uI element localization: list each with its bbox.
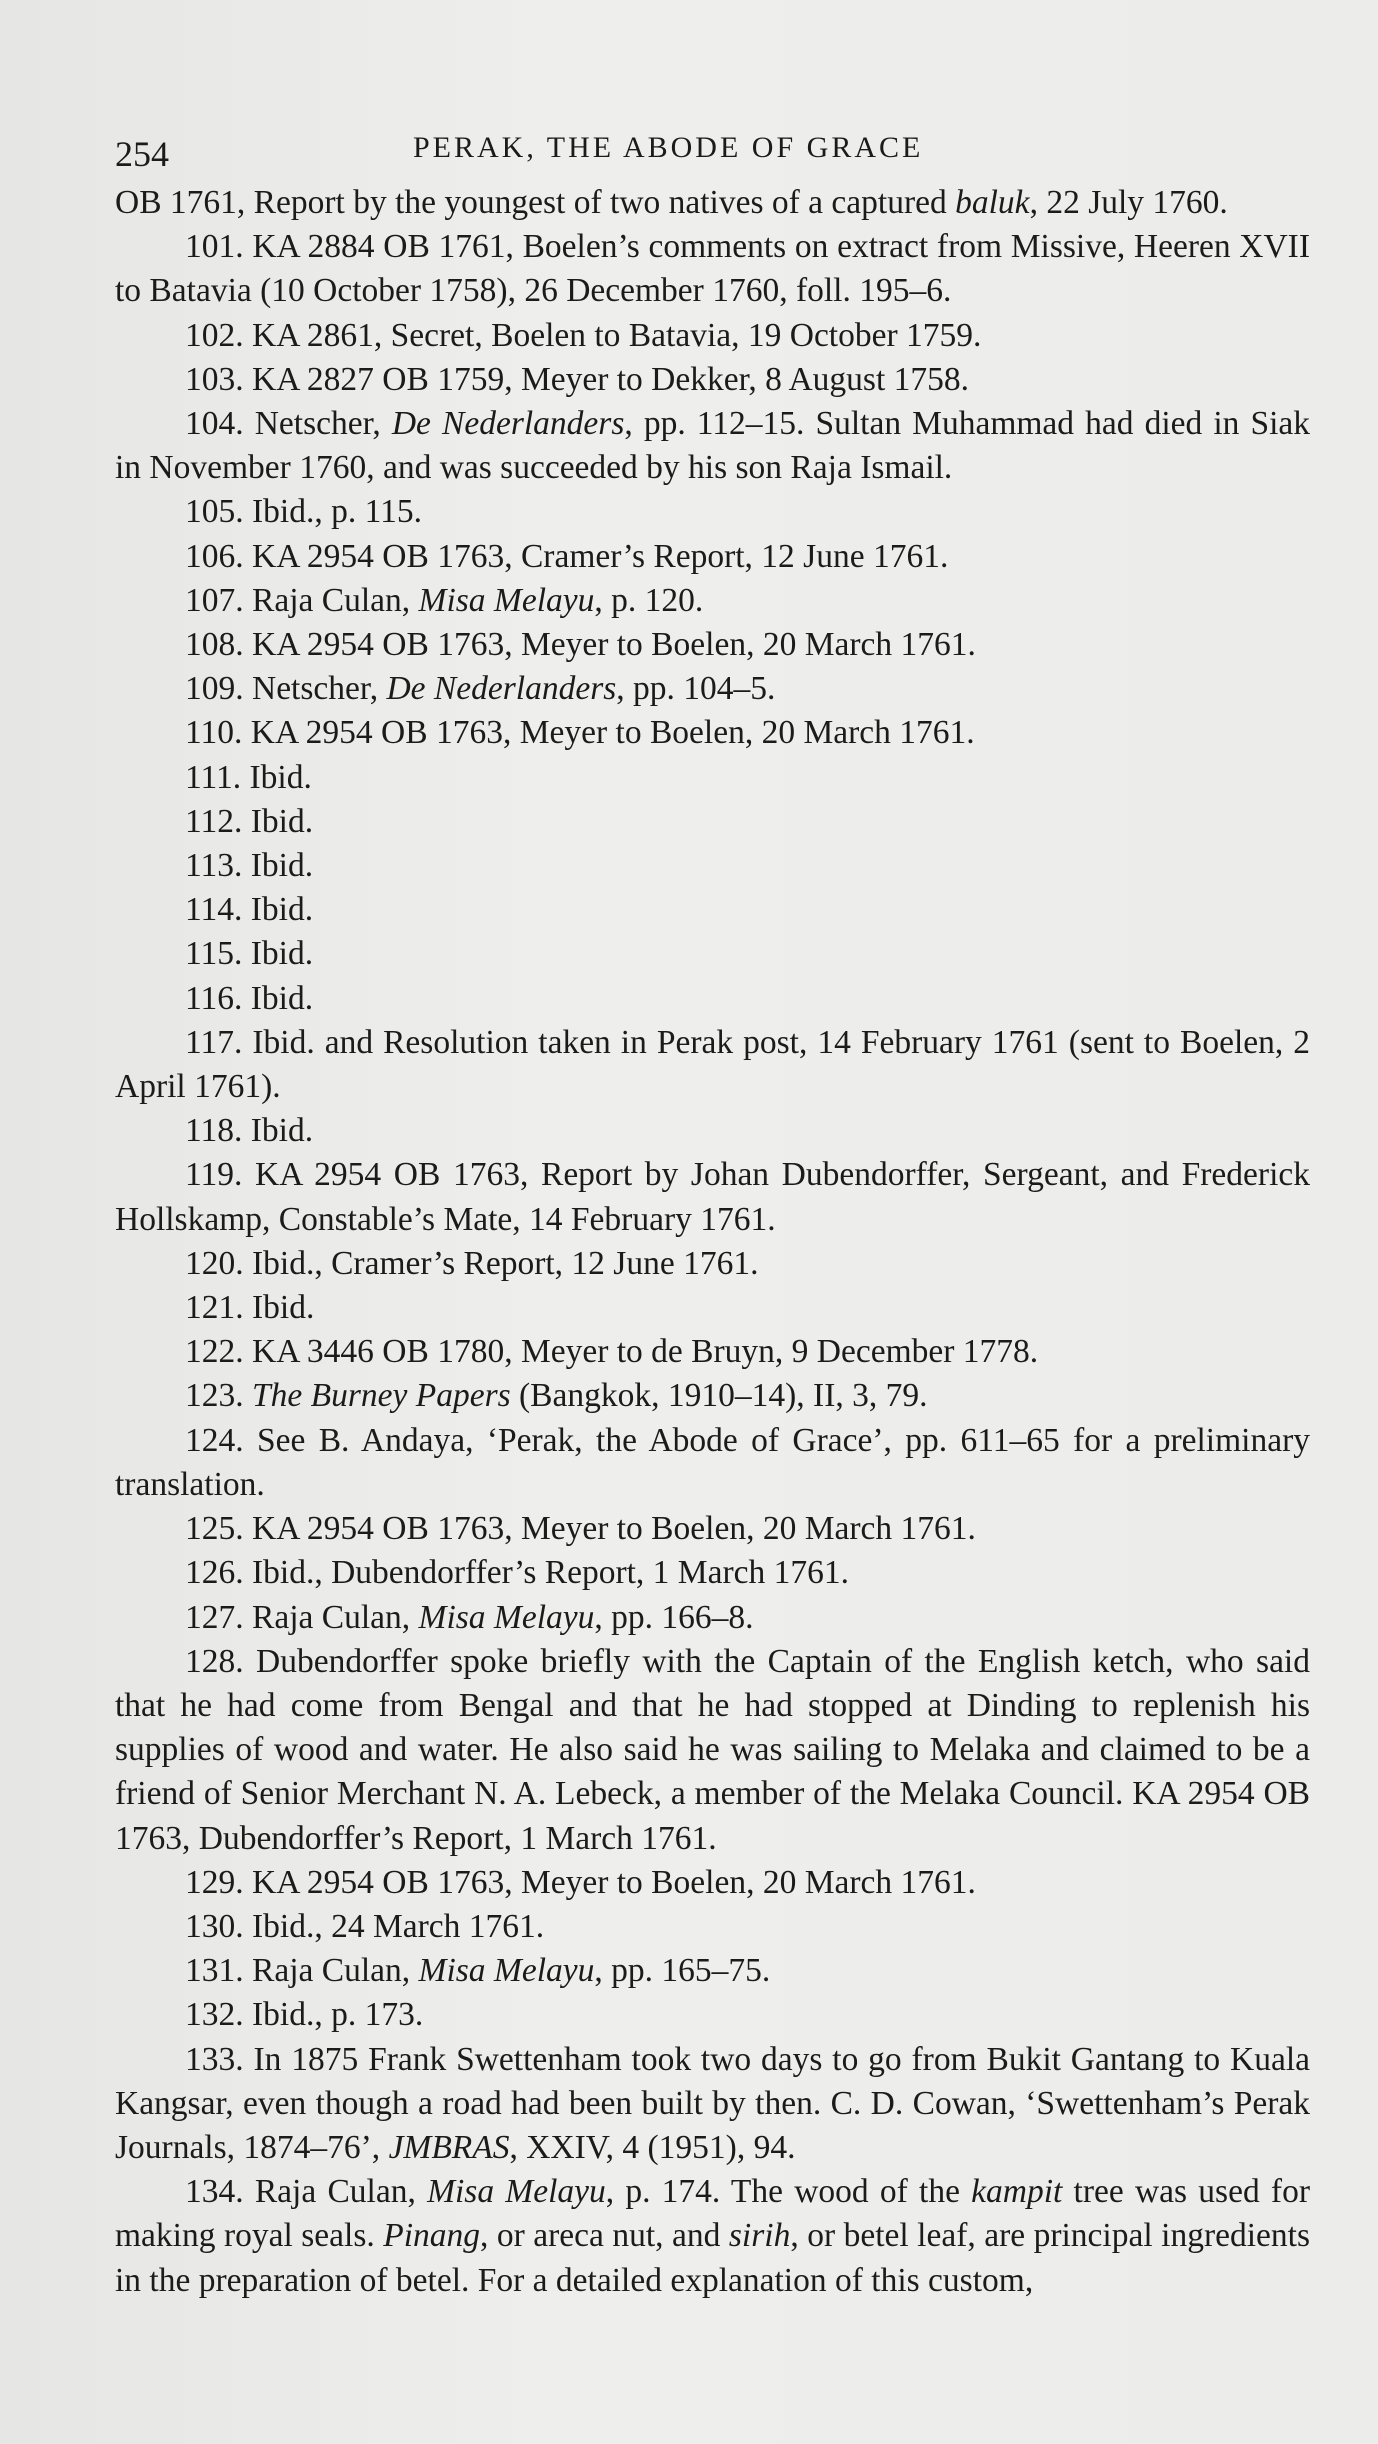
note-text: 132. Ibid., p. 173. [185,1996,424,2034]
note-text: 131. Raja Culan, [185,1952,419,1990]
italic-title: JMBRAS [388,2128,510,2166]
note-text: , pp. 104–5. [616,670,776,708]
endnote [115,1153,1310,1241]
endnote [115,402,1310,490]
endnote [115,490,1310,534]
note-text: 130. Ibid., 24 March 1761. [185,1907,545,1945]
endnote [115,1596,1310,1640]
note-text: , pp. 165–75. [594,1952,771,1990]
note-text: 117. Ibid. and Resolution taken in Perak post, 14 February 1761 (sent to Boelen, 2 April 1761). [115,1023,1310,1106]
endnote [115,711,1310,755]
endnote [115,800,1310,844]
italic-title: Misa Melayu [418,1952,595,1990]
note-text: 110. KA 2954 OB 1763, Meyer to Boelen, 20 March 1761. [185,714,975,752]
note-text: 106. KA 2954 OB 1763, Cramer’s Report, 12 June 1761. [185,537,949,575]
note-text: 120. Ibid., Cramer’s Report, 12 June 1761. [185,1244,759,1282]
note-text: 115. Ibid. [185,935,314,973]
endnote [115,1242,1310,1286]
endnote [115,225,1310,313]
note-text: 121. Ibid. [185,1289,315,1327]
endnote [115,1993,1310,2037]
endnote [115,1507,1310,1551]
endnote [115,1905,1310,1949]
note-text: 122. KA 3446 OB 1780, Meyer to de Bruyn, 9 December 1778. [185,1333,1039,1371]
endnote [115,888,1310,932]
endnote [115,2038,1310,2171]
endnote [115,977,1310,1021]
endnote [115,1419,1310,1507]
endnotes-list [115,181,1310,2303]
endnote [115,1330,1310,1374]
endnote [115,1551,1310,1595]
endnote [115,1109,1310,1153]
running-title: PERAK, THE ABODE OF GRACE [413,131,924,164]
note-text: (Bangkok, 1910–14), II, 3, 79. [510,1377,928,1415]
note-text: 116. Ibid. [185,979,314,1017]
note-text: 127. Raja Culan, [185,1598,419,1636]
note-text: 123. [185,1377,252,1415]
note-text: 103. KA 2827 OB 1759, Meyer to Dekker, 8 August 1758. [185,360,969,398]
note-text: 128. Dubendorffer spoke briefly with the Captain of the English ketch, who said that he had come from Bengal and that he had stopped at Dinding to replenish his supplies of wood and water. He also said he was sailing to Melaka and claimed to be a friend of Senior Merchant N. A. Lebeck, a member of the Melaka Council. KA 2954 OB 1763, Dubendorffer’s Report, 1 March 1761. [115,1642,1310,1857]
endnote [115,623,1310,667]
note-text: , or areca nut, and [480,2217,729,2255]
page-number: 254 [115,134,169,174]
endnote [115,756,1310,800]
italic-title: De Nederlanders [386,670,617,708]
note-text: 101. KA 2884 OB 1761, Boelen’s comments on extract from Missive, Heeren XVII to Batavia (10 October 1758), 26 December 1760, foll. 195–6. [115,228,1310,310]
note-text: 108. KA 2954 OB 1763, Meyer to Boelen, 20 March 1761. [185,626,976,664]
note-text: , p. 120. [594,581,704,619]
endnote [115,1286,1310,1330]
note-text: 114. Ibid. [185,891,314,929]
endnote [115,1021,1310,1109]
endnote-continuation [115,181,1310,225]
note-text: 105. Ibid., p. 115. [185,493,422,531]
italic-title: sirih [728,2217,791,2255]
note-text: 107. Raja Culan, [185,581,419,619]
endnote [115,1374,1310,1418]
note-text: 102. KA 2861, Secret, Boelen to Batavia, 19 October 1759. [185,316,982,354]
italic-title: Misa Melayu [418,1598,595,1636]
note-text: , pp. 112–15. Sultan Muhammad had died in Siak in November 1760, and was succeeded by his son Raja Ismail. [115,405,1311,487]
note-text: 125. KA 2954 OB 1763, Meyer to Boelen, 20 March 1761. [185,1510,976,1548]
italic-title: Misa Melayu [418,581,595,619]
endnote [115,667,1310,711]
endnote [115,579,1310,623]
endnote [115,314,1310,358]
italic-title: The Burney Papers [252,1377,511,1415]
note-text: , p. 174. The wood of the [605,2173,972,2211]
italic-title: baluk [955,184,1030,221]
note-text: , 22 July 1760. [1029,184,1228,221]
note-text: , or betel leaf, are principal ingredients in the preparation of betel. For a detailed explanation of this custom, [115,2217,1310,2299]
note-text: tree was used for making royal seals. [115,2173,1310,2255]
italic-title: Pinang [383,2217,481,2255]
note-text: , XXIV, 4 (1951), 94. [509,2128,796,2166]
note-text: OB 1761, Report by the youngest of two natives of a captured [115,184,956,221]
note-text: 133. In 1875 Frank Swettenham took two days to go from Bukit Gantang to Kuala Kangsar, even though a road had been built by then. C. D. Cowan, ‘Swettenham’s Perak Journals, 1874–76’, [115,2040,1310,2166]
note-text: , pp. 166–8. [594,1598,754,1636]
endnote [115,358,1310,402]
note-text: 113. Ibid. [185,847,314,885]
note-text: 104. Netscher, [185,405,392,443]
note-text: 124. See B. Andaya, ‘Perak, the Abode of Grace’, pp. 611–65 for a preliminary translation. [115,1421,1310,1503]
endnote [115,2170,1310,2303]
italic-title: kampit [971,2173,1063,2211]
italic-title: Misa Melayu [427,2173,606,2211]
endnote [115,1949,1310,1993]
note-text: 112. Ibid. [185,802,314,840]
endnote [115,1861,1310,1905]
book-page [115,125,1310,2303]
italic-title: De Nederlanders [391,405,625,443]
endnote [115,535,1310,579]
note-text: 109. Netscher, [185,670,387,708]
note-text: 126. Ibid., Dubendorffer’s Report, 1 March 1761. [185,1554,849,1592]
note-text: 134. Raja Culan, [185,2173,428,2211]
endnote [115,932,1310,976]
endnote [115,844,1310,888]
note-text: 111. Ibid. [185,758,312,796]
note-text: 129. KA 2954 OB 1763, Meyer to Boelen, 20 March 1761. [185,1863,976,1901]
note-text: 119. KA 2954 OB 1763, Report by Johan Dubendorffer, Sergeant, and Frederick Hollskamp, Constable’s Mate, 14 February 1761. [115,1156,1310,1238]
endnote [115,1640,1310,1861]
note-text: 118. Ibid. [185,1112,314,1150]
page-header [115,125,1310,181]
